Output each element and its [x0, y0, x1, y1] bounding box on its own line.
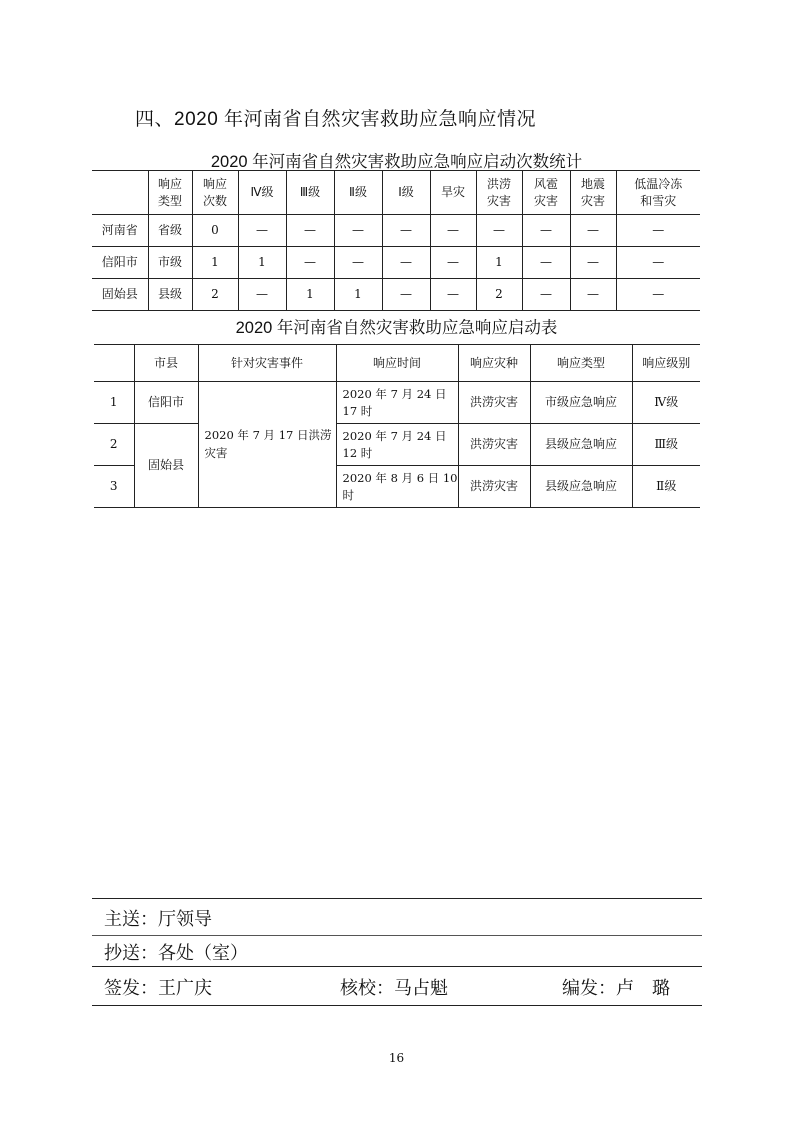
time-cell: 2020 年 7 月 24 日 17 时 — [336, 382, 458, 424]
footer-top-rule — [92, 898, 702, 899]
table-cell: — — [430, 247, 476, 279]
header-line: 类型 — [157, 193, 182, 208]
header-cell: 响应时间 — [336, 345, 458, 382]
table-cell: 1 — [334, 279, 382, 311]
header-cell: 响应级别 — [632, 345, 700, 382]
table-row — [94, 424, 700, 466]
table-cell: — — [616, 279, 700, 311]
table-cell: — — [382, 247, 430, 279]
level-cell: Ⅲ级 — [632, 424, 700, 466]
table-header-row — [92, 171, 700, 215]
header-cell: Ⅰ级 — [382, 171, 430, 215]
table-cell: 1 — [238, 247, 286, 279]
header-line: 地震 — [580, 177, 605, 192]
table-header-row — [94, 345, 700, 382]
header-line: 风雹 — [533, 177, 558, 192]
header-cell — [94, 345, 134, 382]
city-cell: 固始县 — [134, 424, 198, 508]
header-cell — [192, 171, 238, 215]
header-line: 和雪灾 — [640, 193, 677, 208]
footer-thin-rule — [92, 935, 702, 936]
table-cell: — — [570, 247, 616, 279]
header-cell — [522, 171, 570, 215]
table-cell: 县级 — [148, 279, 192, 311]
table-cell: 2 — [192, 279, 238, 311]
header-cell — [570, 171, 616, 215]
table-cell: 1 — [476, 247, 522, 279]
header-cell: 响应类型 — [530, 345, 632, 382]
table-cell: — — [382, 279, 430, 311]
proofreader: 核校：马占魁 — [340, 978, 448, 999]
hazard-cell: 洪涝灾害 — [458, 466, 530, 508]
header-cell: 针对灾害事件 — [198, 345, 336, 382]
header-cell: 市县 — [134, 345, 198, 382]
table-cell: — — [522, 247, 570, 279]
table-cell: 1 — [192, 247, 238, 279]
header-cell — [92, 171, 148, 215]
header-line: 低温冷冻 — [634, 177, 683, 192]
type-cell: 市级应急响应 — [530, 382, 632, 424]
header-cell: Ⅲ级 — [286, 171, 334, 215]
header-line: 洪涝 — [486, 177, 511, 192]
footer-bottom-rule — [92, 1005, 702, 1006]
table-cell: 0 — [192, 215, 238, 247]
footer-mid-rule — [92, 966, 702, 967]
send-to: 主送：厅领导 — [104, 909, 212, 930]
table-cell: 2 — [476, 279, 522, 311]
table-cell: 1 — [286, 279, 334, 311]
table-cell: 市级 — [148, 247, 192, 279]
city-cell: 信阳市 — [134, 382, 198, 424]
type-cell: 县级应急响应 — [530, 424, 632, 466]
table-cell: — — [430, 215, 476, 247]
table-cell: — — [334, 247, 382, 279]
table-cell: — — [286, 247, 334, 279]
row-number: 1 — [94, 382, 134, 424]
copy-to: 抄送：各处（室） — [104, 943, 248, 964]
time-cell: 2020 年 7 月 24 日 12 时 — [336, 424, 458, 466]
page-number: 16 — [388, 1051, 405, 1065]
table-cell: — — [522, 279, 570, 311]
table-cell: — — [382, 215, 430, 247]
section-title: 四、2020 年河南省自然灾害救助应急响应情况 — [135, 109, 537, 130]
header-cell — [616, 171, 700, 215]
table-cell: — — [570, 215, 616, 247]
level-cell: Ⅳ级 — [632, 382, 700, 424]
header-line: 灾害 — [580, 193, 605, 208]
table-cell: — — [476, 215, 522, 247]
header-cell: 响应灾种 — [458, 345, 530, 382]
table-cell: 河南省 — [92, 215, 148, 247]
table-cell: 信阳市 — [92, 247, 148, 279]
table-cell: 固始县 — [92, 279, 148, 311]
table-cell: — — [238, 279, 286, 311]
table-row — [92, 215, 700, 247]
table-cell: — — [286, 215, 334, 247]
header-cell — [476, 171, 522, 215]
table-cell: — — [616, 247, 700, 279]
table-cell: — — [430, 279, 476, 311]
header-cell: 旱灾 — [430, 171, 476, 215]
table1-title: 2020 年河南省自然灾害救助应急响应启动次数统计 — [210, 153, 583, 171]
header-line: 灾害 — [486, 193, 511, 208]
event-cell: 2020 年 7 月 17 日洪涝灾害 — [198, 382, 336, 508]
table-cell: — — [334, 215, 382, 247]
table-row — [92, 279, 700, 311]
table-cell: — — [616, 215, 700, 247]
type-cell: 县级应急响应 — [530, 466, 632, 508]
time-cell: 2020 年 8 月 6 日 10 时 — [336, 466, 458, 508]
table-row — [94, 382, 700, 424]
table-cell: — — [522, 215, 570, 247]
table-row — [92, 247, 700, 279]
header-line: 次数 — [202, 193, 227, 208]
table-cell: 省级 — [148, 215, 192, 247]
header-cell: Ⅱ级 — [334, 171, 382, 215]
header-cell: Ⅳ级 — [238, 171, 286, 215]
response-count-table — [92, 170, 700, 311]
hazard-cell: 洪涝灾害 — [458, 424, 530, 466]
issuer: 签发：王广庆 — [104, 978, 212, 999]
editor: 编发：卢 璐 — [562, 978, 670, 999]
header-cell — [148, 171, 192, 215]
header-line: 响应 — [157, 177, 182, 192]
header-line: 灾害 — [533, 193, 558, 208]
table2-title: 2020 年河南省自然灾害救助应急响应启动表 — [235, 319, 558, 337]
row-number: 2 — [94, 424, 134, 466]
table-cell: — — [570, 279, 616, 311]
level-cell: Ⅱ级 — [632, 466, 700, 508]
row-number: 3 — [94, 466, 134, 508]
header-line: 响应 — [202, 177, 227, 192]
table-cell: — — [238, 215, 286, 247]
response-launch-table — [94, 344, 700, 508]
hazard-cell: 洪涝灾害 — [458, 382, 530, 424]
